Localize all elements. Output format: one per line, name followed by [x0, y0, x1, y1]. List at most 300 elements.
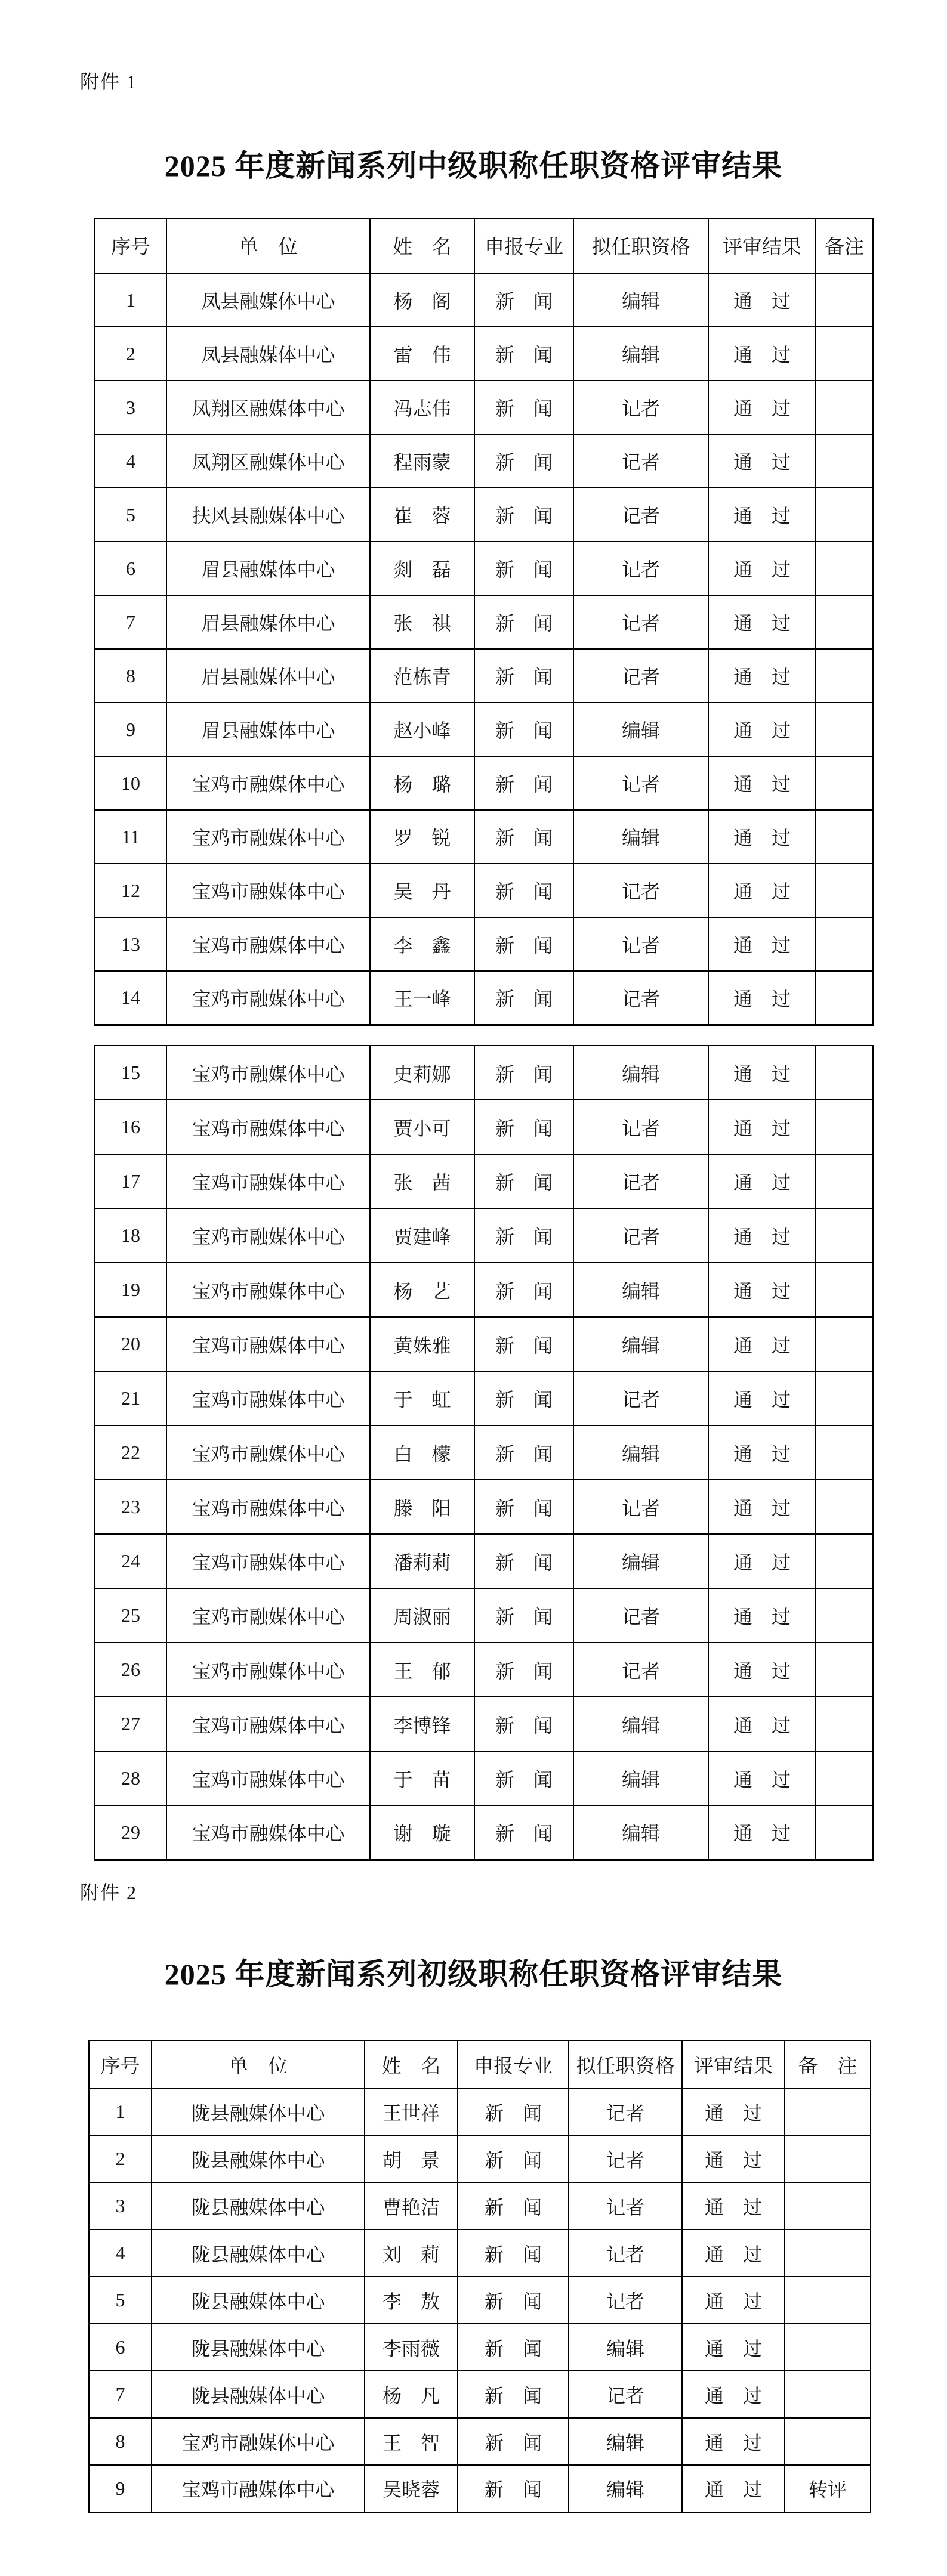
table-cell: 通 过 — [682, 2324, 785, 2371]
table-cell: 6 — [89, 2324, 152, 2371]
table-cell: 编辑 — [569, 2418, 682, 2465]
table-cell: 宝鸡市融媒体中心 — [166, 1697, 370, 1751]
table-cell: 于 虹 — [370, 1371, 474, 1425]
table-row — [89, 2371, 871, 2418]
table-row — [89, 2182, 871, 2229]
table-cell: 李博锋 — [370, 1697, 474, 1751]
table-cell: 通 过 — [708, 864, 816, 917]
table-cell: 记者 — [569, 2229, 682, 2277]
table-header-row — [95, 218, 873, 273]
table-cell: 记者 — [573, 971, 708, 1025]
table-cell: 宝鸡市融媒体中心 — [166, 1425, 370, 1480]
column-header: 序号 — [89, 2040, 152, 2088]
table-cell — [785, 2182, 871, 2229]
table-cell: 眉县融媒体中心 — [166, 703, 370, 756]
column-header: 序号 — [95, 218, 166, 273]
table-cell: 1 — [89, 2088, 152, 2135]
table-cell: 宝鸡市融媒体中心 — [166, 1480, 370, 1534]
table-cell — [816, 1480, 873, 1534]
table-cell: 26 — [95, 1643, 166, 1697]
table-cell — [816, 595, 873, 649]
table-cell: 宝鸡市融媒体中心 — [166, 1805, 370, 1860]
table-cell: 16 — [95, 1100, 166, 1154]
table-cell: 编辑 — [573, 1697, 708, 1751]
table-cell: 新 闻 — [474, 1643, 573, 1697]
table-cell: 新 闻 — [474, 595, 573, 649]
table-cell: 刘 莉 — [365, 2229, 458, 2277]
table-cell: 通 过 — [708, 649, 816, 703]
table-cell: 通 过 — [708, 1046, 816, 1100]
table-cell: 胡 景 — [365, 2135, 458, 2182]
table-row — [89, 2088, 871, 2135]
table-cell: 杨 璐 — [370, 756, 474, 810]
table-cell — [816, 810, 873, 864]
table-cell — [785, 2418, 871, 2465]
table-cell: 14 — [95, 971, 166, 1025]
table-cell: 12 — [95, 864, 166, 917]
table-row — [89, 2465, 871, 2512]
table-cell: 9 — [89, 2465, 152, 2512]
table-cell — [816, 1697, 873, 1751]
table-cell: 通 过 — [708, 327, 816, 381]
table-cell: 陇县融媒体中心 — [152, 2324, 365, 2371]
table1-body-part2 — [95, 1046, 873, 1860]
table-cell: 通 过 — [708, 1154, 816, 1208]
table2-header — [89, 2040, 871, 2088]
table-cell — [816, 1208, 873, 1263]
table-cell: 张 祺 — [370, 595, 474, 649]
table-cell: 通 过 — [708, 1534, 816, 1588]
table-cell: 3 — [89, 2182, 152, 2229]
table-cell: 新 闻 — [474, 1317, 573, 1371]
table-cell: 5 — [95, 488, 166, 542]
table-cell: 眉县融媒体中心 — [166, 542, 370, 595]
table-header-row — [89, 2040, 871, 2088]
table-cell: 记者 — [573, 1100, 708, 1154]
table-cell: 陇县融媒体中心 — [152, 2135, 365, 2182]
table-cell: 通 过 — [682, 2182, 785, 2229]
table-cell: 王一峰 — [370, 971, 474, 1025]
table-cell: 通 过 — [682, 2465, 785, 2512]
table-cell: 通 过 — [708, 434, 816, 488]
table-row — [95, 971, 873, 1025]
table-cell: 杨 艺 — [370, 1263, 474, 1317]
table-cell — [816, 971, 873, 1025]
table-row — [89, 2324, 871, 2371]
table-cell: 新 闻 — [474, 1480, 573, 1534]
table-cell: 宝鸡市融媒体中心 — [166, 971, 370, 1025]
table-cell: 记者 — [573, 1208, 708, 1263]
table-row — [95, 1371, 873, 1425]
table-cell: 记者 — [569, 2371, 682, 2418]
table-row — [89, 2135, 871, 2182]
table-cell — [816, 327, 873, 381]
column-header: 姓 名 — [370, 218, 474, 273]
table-cell: 新 闻 — [474, 971, 573, 1025]
table-cell: 新 闻 — [474, 1100, 573, 1154]
table-row — [95, 1480, 873, 1534]
table-cell: 扶风县融媒体中心 — [166, 488, 370, 542]
table-cell — [816, 1425, 873, 1480]
table-cell: 24 — [95, 1534, 166, 1588]
table-cell: 张 茜 — [370, 1154, 474, 1208]
table-cell: 记者 — [573, 1371, 708, 1425]
table-cell: 宝鸡市融媒体中心 — [166, 1751, 370, 1805]
table-cell: 通 过 — [708, 1425, 816, 1480]
table-cell: 17 — [95, 1154, 166, 1208]
table-cell: 15 — [95, 1046, 166, 1100]
table-cell: 通 过 — [682, 2135, 785, 2182]
table-cell: 李 敖 — [365, 2277, 458, 2324]
table-cell: 宝鸡市融媒体中心 — [166, 864, 370, 917]
table-row — [95, 810, 873, 864]
table-row — [95, 1425, 873, 1480]
table-cell: 新 闻 — [458, 2418, 569, 2465]
table-cell: 记者 — [569, 2277, 682, 2324]
table-cell: 记者 — [573, 1154, 708, 1208]
table-cell: 记者 — [569, 2135, 682, 2182]
table-cell: 新 闻 — [474, 756, 573, 810]
table-row — [89, 2418, 871, 2465]
table-cell — [816, 1588, 873, 1643]
table-cell: 陇县融媒体中心 — [152, 2277, 365, 2324]
table-cell: 新 闻 — [474, 381, 573, 434]
table-cell: 眉县融媒体中心 — [166, 649, 370, 703]
table-cell — [785, 2229, 871, 2277]
table-cell: 宝鸡市融媒体中心 — [152, 2465, 365, 2512]
table-cell: 通 过 — [708, 1697, 816, 1751]
table-cell: 王 智 — [365, 2418, 458, 2465]
table1-title: 2025 年度新闻系列中级职称任职资格评审结果 — [164, 149, 783, 183]
table1-body-part1 — [95, 273, 873, 1025]
table-cell: 凤县融媒体中心 — [166, 273, 370, 327]
table-row — [95, 434, 873, 488]
table-cell: 编辑 — [573, 703, 708, 756]
table-row — [95, 327, 873, 381]
table-row — [95, 1697, 873, 1751]
table-cell: 新 闻 — [458, 2135, 569, 2182]
table-cell: 通 过 — [708, 488, 816, 542]
table-cell: 6 — [95, 542, 166, 595]
table-cell: 编辑 — [573, 1317, 708, 1371]
table-cell: 新 闻 — [474, 1154, 573, 1208]
table-row — [95, 381, 873, 434]
table-cell: 新 闻 — [474, 273, 573, 327]
table-cell: 新 闻 — [474, 1697, 573, 1751]
table-cell: 新 闻 — [458, 2182, 569, 2229]
table-cell — [816, 1751, 873, 1805]
table-cell: 宝鸡市融媒体中心 — [166, 917, 370, 971]
table-cell: 通 过 — [708, 1100, 816, 1154]
table-row — [95, 1588, 873, 1643]
table-cell: 4 — [95, 434, 166, 488]
table-cell: 吴晓蓉 — [365, 2465, 458, 2512]
table-cell: 记者 — [573, 1480, 708, 1534]
table-cell — [816, 1046, 873, 1100]
table-cell: 宝鸡市融媒体中心 — [166, 1046, 370, 1100]
table-cell: 编辑 — [569, 2465, 682, 2512]
table-cell: 宝鸡市融媒体中心 — [166, 756, 370, 810]
table-cell — [816, 542, 873, 595]
table-cell: 通 过 — [708, 917, 816, 971]
column-header: 备 注 — [785, 2040, 871, 2088]
table-cell: 宝鸡市融媒体中心 — [152, 2418, 365, 2465]
table-cell: 宝鸡市融媒体中心 — [166, 1534, 370, 1588]
table-cell — [816, 864, 873, 917]
table-cell: 黄姝雅 — [370, 1317, 474, 1371]
table-row — [95, 1643, 873, 1697]
table-cell: 杨 阁 — [370, 273, 474, 327]
table-cell: 29 — [95, 1805, 166, 1860]
table-cell — [785, 2135, 871, 2182]
table-cell: 罗 锐 — [370, 810, 474, 864]
table-cell: 李雨薇 — [365, 2324, 458, 2371]
table-cell: 宝鸡市融媒体中心 — [166, 1100, 370, 1154]
table-cell: 通 过 — [708, 542, 816, 595]
table-cell: 22 — [95, 1425, 166, 1480]
column-header: 单 位 — [152, 2040, 365, 2088]
table-cell: 贾建峰 — [370, 1208, 474, 1263]
table-cell: 陇县融媒体中心 — [152, 2088, 365, 2135]
table-cell: 2 — [89, 2135, 152, 2182]
table-cell: 通 过 — [682, 2229, 785, 2277]
table-row — [95, 595, 873, 649]
table-cell: 潘莉莉 — [370, 1534, 474, 1588]
table-cell: 新 闻 — [458, 2229, 569, 2277]
table-cell: 23 — [95, 1480, 166, 1534]
table-cell: 宝鸡市融媒体中心 — [166, 1588, 370, 1643]
table-cell: 记者 — [573, 434, 708, 488]
table-cell: 记者 — [573, 864, 708, 917]
table-row — [95, 917, 873, 971]
table-cell: 通 过 — [708, 1751, 816, 1805]
table-cell — [816, 1154, 873, 1208]
table-cell: 眉县融媒体中心 — [166, 595, 370, 649]
table-cell: 新 闻 — [474, 1208, 573, 1263]
table2-title: 2025 年度新闻系列初级职称任职资格评审结果 — [164, 1957, 783, 1991]
table-cell: 20 — [95, 1317, 166, 1371]
table-cell: 杨 凡 — [365, 2371, 458, 2418]
table-cell: 李 鑫 — [370, 917, 474, 971]
table-cell: 新 闻 — [474, 810, 573, 864]
table-cell: 陇县融媒体中心 — [152, 2371, 365, 2418]
table-cell: 谢 璇 — [370, 1805, 474, 1860]
table-cell: 8 — [95, 649, 166, 703]
column-header: 单 位 — [166, 218, 370, 273]
table-cell: 记者 — [573, 381, 708, 434]
table-cell: 冯志伟 — [370, 381, 474, 434]
mid-level-results-table-part2 — [94, 1045, 874, 1861]
table-cell: 陇县融媒体中心 — [152, 2182, 365, 2229]
table-cell: 19 — [95, 1263, 166, 1317]
table-cell: 于 苗 — [370, 1751, 474, 1805]
table-cell: 通 过 — [682, 2371, 785, 2418]
table-cell: 新 闻 — [474, 542, 573, 595]
column-header: 评审结果 — [682, 2040, 785, 2088]
table-cell — [816, 273, 873, 327]
table-cell: 新 闻 — [474, 917, 573, 971]
table-cell: 新 闻 — [458, 2465, 569, 2512]
table-row — [95, 273, 873, 327]
table-cell: 程雨蒙 — [370, 434, 474, 488]
table-cell: 编辑 — [573, 1263, 708, 1317]
table-cell: 滕 阳 — [370, 1480, 474, 1534]
table-cell: 通 过 — [708, 1805, 816, 1860]
table-cell — [816, 917, 873, 971]
table-row — [95, 488, 873, 542]
table-cell: 新 闻 — [458, 2088, 569, 2135]
table-cell: 记者 — [573, 488, 708, 542]
table-cell: 2 — [95, 327, 166, 381]
table-cell: 赵小峰 — [370, 703, 474, 756]
column-header: 备注 — [816, 218, 873, 273]
attachment-1-label: 附件 1 — [80, 71, 138, 92]
table-cell — [785, 2277, 871, 2324]
table-row — [95, 1208, 873, 1263]
table-cell: 范栋青 — [370, 649, 474, 703]
table-cell: 史莉娜 — [370, 1046, 474, 1100]
table-cell: 新 闻 — [474, 1805, 573, 1860]
table2-body — [89, 2088, 871, 2512]
table-cell: 曹艳洁 — [365, 2182, 458, 2229]
table-cell: 记者 — [573, 595, 708, 649]
table-row — [95, 1046, 873, 1100]
table-cell: 新 闻 — [474, 649, 573, 703]
table-cell: 通 过 — [708, 1480, 816, 1534]
table-cell: 通 过 — [708, 273, 816, 327]
table-cell: 新 闻 — [474, 434, 573, 488]
column-header: 评审结果 — [708, 218, 816, 273]
table-cell: 凤县融媒体中心 — [166, 327, 370, 381]
table-cell: 25 — [95, 1588, 166, 1643]
table-cell — [816, 1534, 873, 1588]
table-row — [95, 649, 873, 703]
table-cell: 通 过 — [682, 2088, 785, 2135]
table-cell: 宝鸡市融媒体中心 — [166, 1208, 370, 1263]
table-cell: 吴 丹 — [370, 864, 474, 917]
table-cell: 新 闻 — [474, 488, 573, 542]
table1-header — [95, 218, 873, 273]
table-cell: 王世祥 — [365, 2088, 458, 2135]
table-cell: 13 — [95, 917, 166, 971]
table-row — [89, 2229, 871, 2277]
table-cell: 1 — [95, 273, 166, 327]
table-row — [95, 703, 873, 756]
table-cell — [816, 1371, 873, 1425]
table-cell: 28 — [95, 1751, 166, 1805]
table-cell: 9 — [95, 703, 166, 756]
table-cell: 王 郁 — [370, 1643, 474, 1697]
table-cell: 通 过 — [708, 1588, 816, 1643]
table-row — [95, 1154, 873, 1208]
table-cell: 剡 磊 — [370, 542, 474, 595]
table-cell: 27 — [95, 1697, 166, 1751]
table-cell: 记者 — [573, 756, 708, 810]
table-cell: 5 — [89, 2277, 152, 2324]
table-cell: 新 闻 — [458, 2277, 569, 2324]
table-cell: 18 — [95, 1208, 166, 1263]
table-cell: 通 过 — [708, 971, 816, 1025]
table-cell: 记者 — [573, 1588, 708, 1643]
table-cell — [785, 2324, 871, 2371]
table-cell: 通 过 — [708, 1263, 816, 1317]
table-cell — [816, 1263, 873, 1317]
table-cell: 3 — [95, 381, 166, 434]
table-cell: 宝鸡市融媒体中心 — [166, 1371, 370, 1425]
table-cell: 新 闻 — [474, 703, 573, 756]
table-cell: 宝鸡市融媒体中心 — [166, 1643, 370, 1697]
column-header: 拟任职资格 — [569, 2040, 682, 2088]
table-cell — [816, 1317, 873, 1371]
junior-level-results-table — [88, 2040, 871, 2513]
table-cell: 周淑丽 — [370, 1588, 474, 1643]
table-cell: 宝鸡市融媒体中心 — [166, 1317, 370, 1371]
table-cell: 通 过 — [708, 1371, 816, 1425]
table-cell: 通 过 — [708, 1208, 816, 1263]
column-header: 申报专业 — [458, 2040, 569, 2088]
table-cell: 通 过 — [682, 2418, 785, 2465]
table-cell: 编辑 — [573, 1534, 708, 1588]
table-row — [89, 2277, 871, 2324]
table-cell: 通 过 — [708, 1643, 816, 1697]
table-cell — [816, 434, 873, 488]
column-header: 申报专业 — [474, 218, 573, 273]
table-cell: 新 闻 — [458, 2324, 569, 2371]
table-cell: 新 闻 — [474, 1425, 573, 1480]
table-cell: 编辑 — [573, 1425, 708, 1480]
table-row — [95, 1751, 873, 1805]
table-cell: 崔 蓉 — [370, 488, 474, 542]
table-cell: 凤翔区融媒体中心 — [166, 434, 370, 488]
column-header: 姓 名 — [365, 2040, 458, 2088]
table-cell — [816, 1100, 873, 1154]
table-cell: 宝鸡市融媒体中心 — [166, 1154, 370, 1208]
table-cell: 凤翔区融媒体中心 — [166, 381, 370, 434]
table-cell: 记者 — [573, 917, 708, 971]
table-cell: 转评 — [785, 2465, 871, 2512]
table-cell — [816, 703, 873, 756]
table-cell: 编辑 — [569, 2324, 682, 2371]
table-cell: 记者 — [569, 2182, 682, 2229]
mid-level-results-table-part1 — [94, 218, 874, 1026]
table-cell: 宝鸡市融媒体中心 — [166, 1263, 370, 1317]
table-cell — [816, 756, 873, 810]
table-cell: 宝鸡市融媒体中心 — [166, 810, 370, 864]
table-cell: 新 闻 — [474, 864, 573, 917]
table-cell: 新 闻 — [474, 1751, 573, 1805]
table-cell: 编辑 — [573, 1751, 708, 1805]
table-cell: 通 过 — [708, 756, 816, 810]
table-cell: 新 闻 — [474, 1534, 573, 1588]
table-cell: 10 — [95, 756, 166, 810]
table-cell: 新 闻 — [458, 2371, 569, 2418]
table-row — [95, 542, 873, 595]
table-cell: 编辑 — [573, 327, 708, 381]
table-row — [95, 1805, 873, 1860]
table-row — [95, 1317, 873, 1371]
table-cell: 通 过 — [708, 810, 816, 864]
table-cell: 编辑 — [573, 273, 708, 327]
table-cell: 雷 伟 — [370, 327, 474, 381]
table-cell — [816, 381, 873, 434]
table-cell: 记者 — [573, 649, 708, 703]
table-row — [95, 756, 873, 810]
table-cell: 编辑 — [573, 810, 708, 864]
table-cell — [816, 1805, 873, 1860]
column-header: 拟任职资格 — [573, 218, 708, 273]
table-cell: 陇县融媒体中心 — [152, 2229, 365, 2277]
table-cell: 贾小可 — [370, 1100, 474, 1154]
